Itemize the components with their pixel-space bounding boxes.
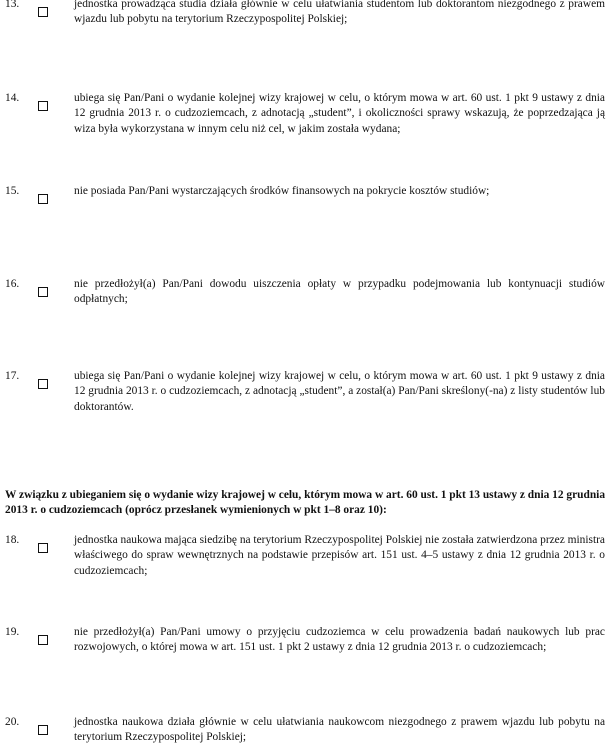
checkbox-15[interactable] — [38, 194, 48, 204]
item-number: 14. — [5, 92, 20, 104]
item-text: jednostka naukowa działa głównie w celu ułatwiania naukowcom niezgodnego z prawem wjazdu lub pobytu na terytorium Rzeczypospolitej Polskiej; — [74, 716, 605, 744]
item-number: 13. — [5, 0, 20, 10]
item-text: nie posiada Pan/Pani wystarczających środków finansowych na pokrycie kosztów studiów; — [74, 185, 490, 197]
item-number: 18. — [5, 534, 20, 546]
checkbox-13[interactable] — [38, 7, 48, 17]
item-number: 20. — [5, 716, 20, 728]
item-text: nie przedłożył(a) Pan/Pani umowy o przyjęciu cudzoziemca w celu prowadzenia badań naukowych lub prac rozwojowych, o której mowa w art. 151 ust. 1 pkt 2 ustawy z dnia 12 grudnia 2013 r. o cudzoziemcach; — [74, 626, 605, 654]
checkbox-14[interactable] — [38, 101, 48, 111]
item-text: jednostka prowadząca studia działa głównie w celu ułatwiania studentom lub doktorantom niezgodnego z prawem wjazdu lub pobytu na terytorium Rzeczypospolitej Polskiej; — [74, 0, 605, 26]
item-number: 16. — [5, 278, 20, 290]
checkbox-18[interactable] — [38, 543, 48, 553]
checkbox-19[interactable] — [38, 635, 48, 645]
section-heading: W związku z ubieganiem się o wydanie wizy krajowej w celu, którym mowa w art. 60 ust. 1 pkt 13 ustawy z dnia 12 grudnia 2013 r. o cudzoziemcach (oprócz przesłanek wymienionych w pkt 1–8 oraz 10): — [5, 489, 606, 517]
item-text: ubiega się Pan/Pani o wydanie kolejnej wizy krajowej w celu, o którym mowa w art. 60 ust. 1 pkt 9 ustawy z dnia 12 grudnia 2013 r. o cudzoziemcach, z adnotacją „student”, i okoliczności sprawy wskazują, że poprzedzająca ją wiza była wykorzystana w innym celu niż cel, w jakim została wydana; — [74, 92, 605, 135]
item-number: 19. — [5, 626, 20, 638]
item-text: jednostka naukowa mająca siedzibę na terytorium Rzeczypospolitej Polskiej nie została zatwierdzona przez ministra właściwego do spraw wewnętrznych na podstawie przepisów art. 151 ust. 4–5 ustawy z dnia 12 grudnia 2013 r. o cudzoziemcach; — [74, 534, 605, 577]
checkbox-17[interactable] — [38, 379, 48, 389]
item-number: 15. — [5, 185, 20, 197]
checkbox-20[interactable] — [38, 725, 48, 735]
item-text: ubiega się Pan/Pani o wydanie kolejnej wizy krajowej w celu, o którym mowa w art. 60 ust. 1 pkt 9 ustawy z dnia 12 grudnia 2013 r. o cudzoziemcach, z adnotacją „student”, a został(a) Pan/Pani skreślony(-na) z listy studentów lub doktorantów. — [74, 370, 605, 413]
item-number: 17. — [5, 370, 20, 382]
checkbox-16[interactable] — [38, 287, 48, 297]
item-text: nie przedłożył(a) Pan/Pani dowodu uiszczenia opłaty w przypadku podejmowania lub kontynuacji studiów odpłatnych; — [74, 278, 605, 306]
